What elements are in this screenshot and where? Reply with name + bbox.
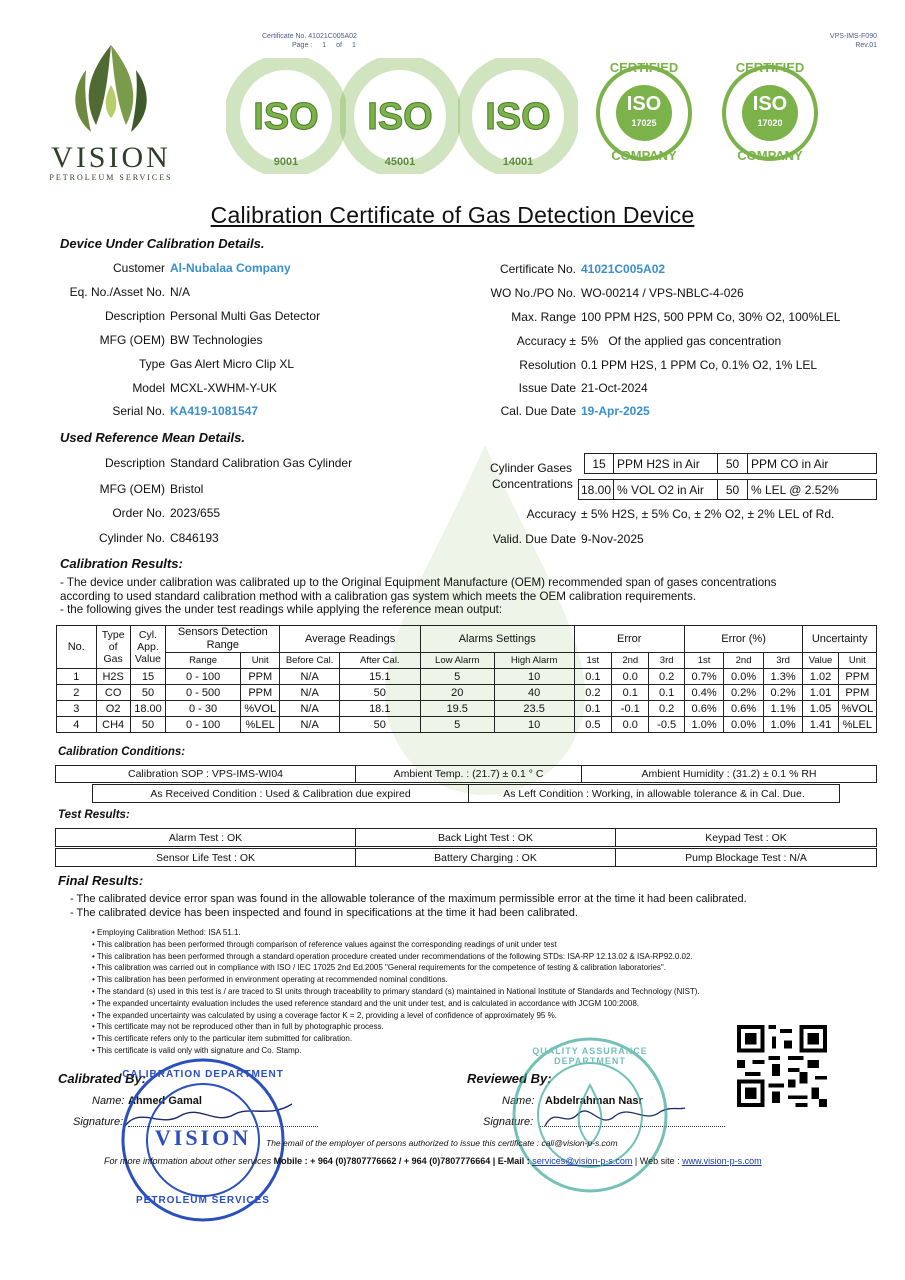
iso-17020-badge: CERTIFIED ISO 17020 COMPANY	[720, 58, 820, 168]
reviewed-name: Abdelrahman Nasr	[545, 1095, 643, 1107]
reference-section-title: Used Reference Mean Details.	[60, 430, 245, 445]
footer-email-authorized: The email of the employer of persons authorized to issue this certificate : cali@vision-p-s.com	[266, 1138, 618, 1148]
page-title: Calibration Certificate of Gas Detection Device	[210, 202, 695, 228]
iso-9001-badge: ISO 9001	[226, 58, 346, 174]
customer-value: Al-Nubalaa Company	[170, 261, 291, 275]
cylinder-concentrations-label: Concentrations	[492, 477, 573, 491]
calibrated-signature-label: Signature:	[73, 1116, 124, 1128]
calibrated-name: Ahmed Gamal	[128, 1095, 202, 1107]
tests-section-title: Test Results:	[58, 809, 130, 821]
qr-code-icon	[736, 1025, 828, 1107]
reviewed-name-label: Name:	[502, 1095, 535, 1107]
company-logo: VISION PETROLEUM SERVICES	[36, 40, 186, 180]
cal-due-value: 19-Apr-2025	[581, 404, 650, 418]
cylinder-gases-label: Cylinder Gases	[490, 461, 573, 475]
final-results-text: - The calibrated device error span was found in the allowable tolerance of the maximum permissible error at the time it had been calibrated. - The calibrated device has been inspected and found in specifications at the time it had been calibrated.	[70, 893, 747, 919]
cylinder-gases-table: 15 PPM H2S in Air 50 PPM CO in Air 18.00 % VOL O2 in Air 50 % LEL @ 2.52%	[578, 453, 877, 500]
reference-accuracy: Accuracy ± 5% H2S, ± 5% Co, ± 2% O2, ± 2% LEL of Rd.	[526, 507, 835, 521]
table-row: 1 H2S 15 0 - 100 PPM N/A 15.1 5 10 0.1 0.0 0.2 0.7% 0.0% 1.3% 1.02 PPM	[57, 669, 877, 685]
final-section-title: Final Results:	[58, 873, 144, 888]
table-row: 3 O2 18.00 0 - 30 %VOL N/A 18.1 19.5 23.5 0.1 -0.1 0.2 0.6% 0.6% 1.1% 1.05 %VOL	[57, 701, 877, 717]
footer-contact: For more information about other services Mobile : + 964 (0)7807776662 / + 964 (0)7807776664 | E-Mail : services@vision-p-s.com | Web site : www.vision-p-s.com	[104, 1156, 762, 1166]
header-cert-no: Certificate No. 41021C005A02 Page : 1 of 1	[262, 33, 357, 49]
calibration-department-stamp: CALIBRATION DEPARTMENT VISION PETROLEUM SERVICES	[118, 1055, 288, 1225]
footer-email-link[interactable]: services@vision-p-s.com	[532, 1156, 633, 1166]
conditions-row-1: Calibration SOP : VPS-IMS-WI04 Ambient Temp. : (21.7) ± 0.1 ° C Ambient Humidity : (31.2) ± 0.1 % RH	[55, 765, 877, 783]
logo-leaf-icon	[36, 40, 186, 140]
conditions-section-title: Calibration Conditions:	[58, 746, 186, 758]
iso-14001-badge: ISO 14001	[458, 58, 578, 174]
table-row: 4 CH4 50 0 - 100 %LEL N/A 50 5 10 0.5 0.0 -0.5 1.0% 0.0% 1.0% 1.41 %LEL	[57, 717, 877, 733]
header-form-code: VPS-IMS-F090 Rev.01	[829, 33, 877, 49]
results-header-row-1: No. Type of Gas Cyl. App. Value Sensors Detection Range Average Readings Alarms Settings Error Error (%) Uncertainty	[57, 626, 877, 653]
reviewed-by-title: Reviewed By:	[467, 1071, 552, 1086]
tests-row-2: Sensor Life Test : OK Battery Charging : OK Pump Blockage Test : N/A	[55, 848, 877, 867]
table-row: 2 CO 50 0 - 500 PPM N/A 50 20 40 0.2 0.1 0.1 0.4% 0.2% 0.2% 1.01 PPM	[57, 685, 877, 701]
quality-department-stamp: QUALITY ASSURANCE DEPARTMENT	[510, 1030, 670, 1200]
results-section-title: Calibration Results:	[60, 556, 183, 571]
conditions-row-2: As Received Condition : Used & Calibration due expired As Left Condition : Working, in allowable tolerance & in Cal. Due.	[92, 784, 840, 803]
serial-value: KA419-1081547	[170, 404, 259, 418]
iso-17025-badge: CERTIFIED ISO 17025 COMPANY	[594, 58, 694, 168]
calibrated-name-label: Name:	[92, 1095, 125, 1107]
iso-45001-badge: ISO 45001	[340, 58, 460, 174]
calibration-results-table	[56, 625, 877, 733]
results-header-row-2: Range Unit Before Cal. After Cal. Low Alarm High Alarm 1st 2nd 3rd 1st 2nd 3rd Value Unit	[57, 653, 877, 669]
certificate-notes: • Employing Calibration Method: ISA 51.1. • This calibration has been performed through comparison of reference values against the corresponding readings of unit under test • This calibration has been performed through a standard operation procedure created under recommendations of the following STDs: ISA-RP 12.13.02 & ISA-RP92.0.02. • This calibration was carried out in compliance with ISO / IEC 17025 2nd Ed.2005 "General requirements for the competence of testing & calibration laboratories". • This calibration has been performed in environment operating at recommended nominal conditions. • The standard (s) used in this test is / are traced to SI units through traceability to primary standard (s) maintained in National Institute of Standards and Technology (NIST). • The expanded uncertainty evaluation includes the used reference standard and the unit under test, and is calculated in accordance with JCGM 100:2008. • The expanded uncertainty was calculated by using a coverage factor K = 2, providing a level of confidence of approximately 95 %. • This certificate may not be reproduced other than in full by photographic process. • This certificate refers only to the particular item submitted for calibration. • This certificate is valid only with signature and Co. Stamp.	[92, 928, 700, 1055]
certificate-no-value: 41021C005A02	[581, 262, 666, 276]
calibrated-by-title: Calibrated By:	[58, 1071, 147, 1086]
results-intro: - The device under calibration was calibrated up to the Original Equipment Manufacture (OEM) recommended span of gases concentrations according to used standard calibration method with a calibration gas system which meets the OEM calibration requirements. - the following gives the under test readings while applying the reference mean output:	[60, 576, 777, 617]
device-section-title: Device Under Calibration Details.	[60, 236, 265, 251]
tests-row-1: Alarm Test : OK Back Light Test : OK Keypad Test : OK	[55, 828, 877, 847]
reviewed-signature-label: Signature:	[483, 1116, 534, 1128]
footer-website-link[interactable]: www.vision-p-s.com	[682, 1156, 762, 1166]
reference-valid-date: Valid. Due Date 9-Nov-2025	[492, 532, 644, 546]
